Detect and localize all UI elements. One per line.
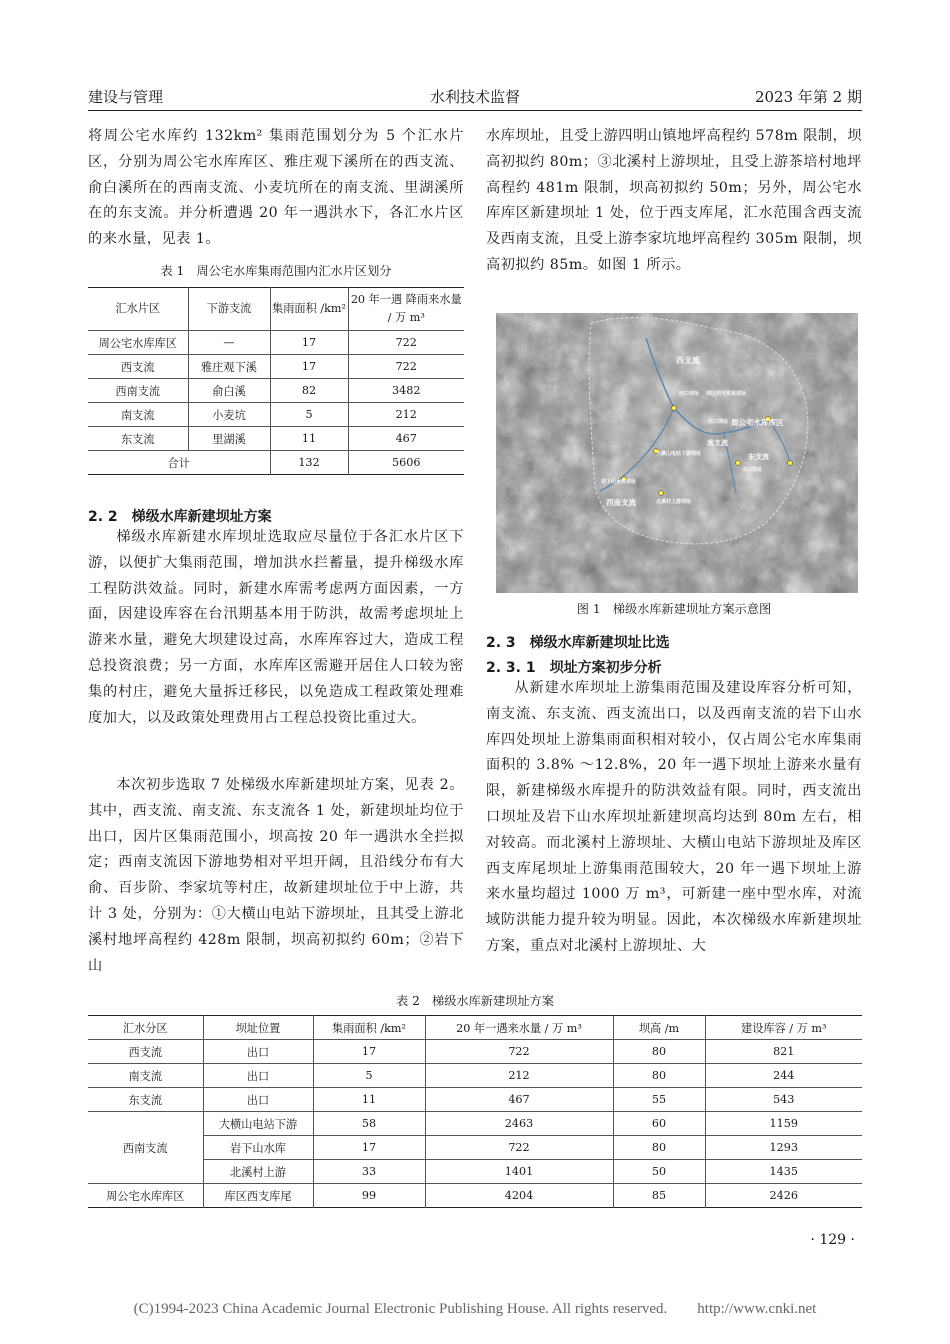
table-cell: 58 <box>313 1112 425 1136</box>
table-total-row <box>88 451 464 475</box>
table-cell: 东支流 <box>88 427 188 451</box>
map-label-reservoir: 周公宅水库库区 <box>731 418 784 427</box>
table-cell: 西支流 <box>88 1040 203 1064</box>
table-cell: 60 <box>613 1112 705 1136</box>
table-cell: 11 <box>313 1088 425 1112</box>
table-cell: 80 <box>613 1136 705 1160</box>
paragraph: 将周公宅水库约 132km² 集雨范围划分为 5 个汇水片区，分别为周公宅水库库区、雅庄观下溪所在的西支流、俞白溪所在的西南支流、小麦坑所在的南支流、里湖溪所在的东支流。并分析遭遇 20 年一遇洪水下，各汇水片区的来水量，见表 1。 <box>88 128 464 248</box>
header-issue: 2023 年第 2 期 <box>754 88 862 106</box>
table-cell: 5 <box>270 403 348 427</box>
table-header: 集雨面积 /km² <box>313 1016 425 1040</box>
table-cell: 1435 <box>705 1160 862 1184</box>
table-header: 汇水片区 <box>88 288 188 331</box>
map-label-yanxiashan: 岩下山水库坝址 <box>601 479 637 485</box>
watershed-map-figure <box>496 313 858 593</box>
table-cell: 2426 <box>705 1184 862 1208</box>
right-para-1 <box>486 124 862 279</box>
page-number: · 129 · <box>810 1232 855 1248</box>
table-cell: 467 <box>348 427 464 451</box>
table-row <box>88 355 464 379</box>
table-cell: 17 <box>270 355 348 379</box>
table-cell: 5 <box>313 1064 425 1088</box>
table-header: 建设库容 / 万 m³ <box>705 1016 862 1040</box>
table-cell: 722 <box>348 355 464 379</box>
table-cell: 东支流 <box>88 1088 203 1112</box>
table-cell: 17 <box>313 1136 425 1160</box>
table-cell: 212 <box>348 403 464 427</box>
figure1-caption: 图 1 梯级水库新建坝址方案示意图 <box>576 602 772 616</box>
table-cell: 西南支流 <box>88 1112 203 1184</box>
table-row <box>88 427 464 451</box>
table-header: 坝高 /m <box>613 1016 705 1040</box>
map-label-dahengshan: 大横山电站下游坝址 <box>656 451 702 457</box>
table-header: 20 年一遇来水量 / 万 m³ <box>425 1016 613 1040</box>
table-cell: 80 <box>613 1064 705 1088</box>
left-para-2 <box>88 525 464 731</box>
table-row <box>88 1160 862 1184</box>
table-cell: 1159 <box>705 1112 862 1136</box>
map-label-outlet2: 出口坝址 <box>708 419 729 425</box>
table2 <box>88 1015 862 1208</box>
table-cell: 出口 <box>203 1064 313 1088</box>
table-cell: — <box>188 331 270 355</box>
table1-caption: 表 1 周公宅水库集雨范围内汇水片区划分 <box>160 264 392 278</box>
table-cell: 212 <box>425 1064 613 1088</box>
paragraph: 本次初步选取 7 处梯级水库新建坝址方案，见表 2。其中，西支流、南支流、东支流各 1 处，新建坝址均位于出口，因片区集雨范围小，坝高按 20 年一遇洪水全拦拟定；西南支流因下游地势相对平坦开阔，且沿线分布有大俞、百步阶、李家坑等村庄，故新建坝址位于中上游，共计 3 处，分别为：①大横山电站下游坝址，且其受上游北溪村地坪高程约 428m 限制，坝高初拟约 60m；②岩下山 <box>88 777 464 974</box>
table2-caption: 表 2 梯级水库新建坝址方案 <box>396 994 554 1008</box>
table-cell: 722 <box>425 1040 613 1064</box>
terrain-map <box>496 313 858 593</box>
table-cell: 722 <box>425 1136 613 1160</box>
section-heading-2-3-1: 2. 3. 1 坝址方案初步分析 <box>486 660 662 676</box>
table-cell: 岩下山水库 <box>203 1136 313 1160</box>
table-cell: 17 <box>313 1040 425 1064</box>
copyright-line: (C)1994-2023 China Academic Journal Electronic Publishing House. All rights reserved. http://www.cnki.net <box>133 1301 817 1317</box>
table-row <box>88 1040 862 1064</box>
map-label-south: 南支流 <box>707 439 728 447</box>
section-heading-2-3: 2. 3 梯级水库新建坝址比选 <box>486 635 670 651</box>
map-label-beixi: 北溪村上游坝址 <box>656 499 692 505</box>
table-cell: 3482 <box>348 379 464 403</box>
table-row <box>88 331 464 355</box>
table-cell: 库区西支库尾 <box>203 1184 313 1208</box>
table-cell: 17 <box>270 331 348 355</box>
table-header: 坝址位置 <box>203 1016 313 1040</box>
table-cell: 821 <box>705 1040 862 1064</box>
table-row <box>88 1064 862 1088</box>
left-para-3 <box>88 773 464 979</box>
table-header: 下游支流 <box>188 288 270 331</box>
table-header-row <box>88 288 464 331</box>
table-row <box>88 1184 862 1208</box>
map-label-west: 西支流 <box>676 356 700 365</box>
table-cell: 雅庄观下溪 <box>188 355 270 379</box>
table-cell: 西南支流 <box>88 379 188 403</box>
map-label-outlet3: 出口坝址 <box>742 467 763 473</box>
table-cell: 出口 <box>203 1088 313 1112</box>
table-cell: 85 <box>613 1184 705 1208</box>
table-cell: 出口 <box>203 1040 313 1064</box>
table-cell: 周公宅水库库区 <box>88 1184 203 1208</box>
table-cell: 132 <box>270 451 348 475</box>
table-cell: 11 <box>270 427 348 451</box>
table-cell: 南支流 <box>88 1064 203 1088</box>
header-section-title: 建设与管理 <box>88 88 164 106</box>
table-cell: 1401 <box>425 1160 613 1184</box>
table-cell: 西支流 <box>88 355 188 379</box>
table-cell: 55 <box>613 1088 705 1112</box>
table-row <box>88 1088 862 1112</box>
table1 <box>88 287 464 475</box>
header-journal-title: 水利技术监督 <box>429 88 520 106</box>
header-rule <box>88 110 862 111</box>
table-cell: 244 <box>705 1064 862 1088</box>
table-cell: 北溪村上游 <box>203 1160 313 1184</box>
table-cell: 2463 <box>425 1112 613 1136</box>
table-row <box>88 1112 862 1136</box>
paragraph: 水库坝址，且受上游四明山镇地坪高程约 578m 限制，坝高初拟约 80m；③北溪村上游坝址，且受上游茶培村地坪高程约 481m 限制，坝高初拟约 50m；另外，周公宅水库库区新建坝址 1 处，位于西支库尾，汇水范围含西支流及西南支流，且受上游李家坑地坪高程约 305m 限制，坝高初拟约 85m。如图 1 所示。 <box>486 128 862 273</box>
table-cell: 小麦坑 <box>188 403 270 427</box>
table-cell: 5606 <box>348 451 464 475</box>
table-cell: 合计 <box>88 451 270 475</box>
table-cell: 南支流 <box>88 403 188 427</box>
map-label-southwest: 西南支流 <box>606 498 636 507</box>
section-heading-2-2: 2. 2 梯级水库新建坝址方案 <box>88 509 272 525</box>
map-label-east: 东支流 <box>748 453 769 461</box>
map-label-reservoir-tail: 库区西支库尾坝址 <box>706 391 747 397</box>
table-cell: 543 <box>705 1088 862 1112</box>
table-header: 汇水分区 <box>88 1016 203 1040</box>
table-cell: 里湖溪 <box>188 427 270 451</box>
table-cell: 俞白溪 <box>188 379 270 403</box>
table-cell: 467 <box>425 1088 613 1112</box>
paragraph: 梯级水库新建水库坝址选取应尽量位于各汇水片区下游，以便扩大集雨范围，增加洪水拦蓄量，提升梯级水库工程防洪效益。同时，新建水库需考虑两方面因素，一方面，因建设库容在台汛期基本用于防洪，故需考虑坝址上游来水量，避免大坝建设过高，水库库容过大，造成工程总投资浪费；另一方面，水库库区需避开居住人口较为密集的村庄，避免大量拆迁移民，以免造成工程政策处理难度加大，以及政策处理费用占工程总投资比重过大。 <box>88 529 464 726</box>
table-cell: 33 <box>313 1160 425 1184</box>
table-header-row <box>88 1016 862 1040</box>
right-para-2 <box>486 676 862 960</box>
table-cell: 50 <box>613 1160 705 1184</box>
table-cell: 1293 <box>705 1136 862 1160</box>
table-cell: 99 <box>313 1184 425 1208</box>
paragraph: 从新建水库坝址上游集雨范围及建设库容分析可知，南支流、东支流、西支流出口，以及西南支流的岩下山水库四处坝址上游集雨面积相对较小，仅占周公宅水库集雨面积的 3.8% ～12.8%，20 年一遇下坝址上游来水量有限，新建梯级水库提升的防洪效益有限。同时，西支流出口坝址及岩下山水库坝址新建坝高均达到 80m 左右，相对较高。而北溪村上游坝址、大横山电站下游坝址及库区西支库尾坝址上游集雨范围较大，20 年一遇下坝址上游来水量均超过 1000 万 m³，可新建一座中型水库，对流域防洪能力提升较为明显。因此，本次梯级水库新建坝址方案，重点对北溪村上游坝址、大 <box>486 680 862 954</box>
table-header: 集雨面积 /km² <box>270 288 348 331</box>
table-row <box>88 379 464 403</box>
map-label-outlet1: 出口坝址 <box>679 391 700 397</box>
table-cell: 周公宅水库库区 <box>88 331 188 355</box>
table-cell: 大横山电站下游 <box>203 1112 313 1136</box>
table-cell: 80 <box>613 1040 705 1064</box>
table-row <box>88 403 464 427</box>
table-cell: 82 <box>270 379 348 403</box>
left-para-1 <box>88 124 464 253</box>
table-cell: 4204 <box>425 1184 613 1208</box>
table-header: 20 年一遇 降雨来水量 / 万 m³ <box>348 288 464 331</box>
table-row <box>88 1136 862 1160</box>
table-cell: 722 <box>348 331 464 355</box>
